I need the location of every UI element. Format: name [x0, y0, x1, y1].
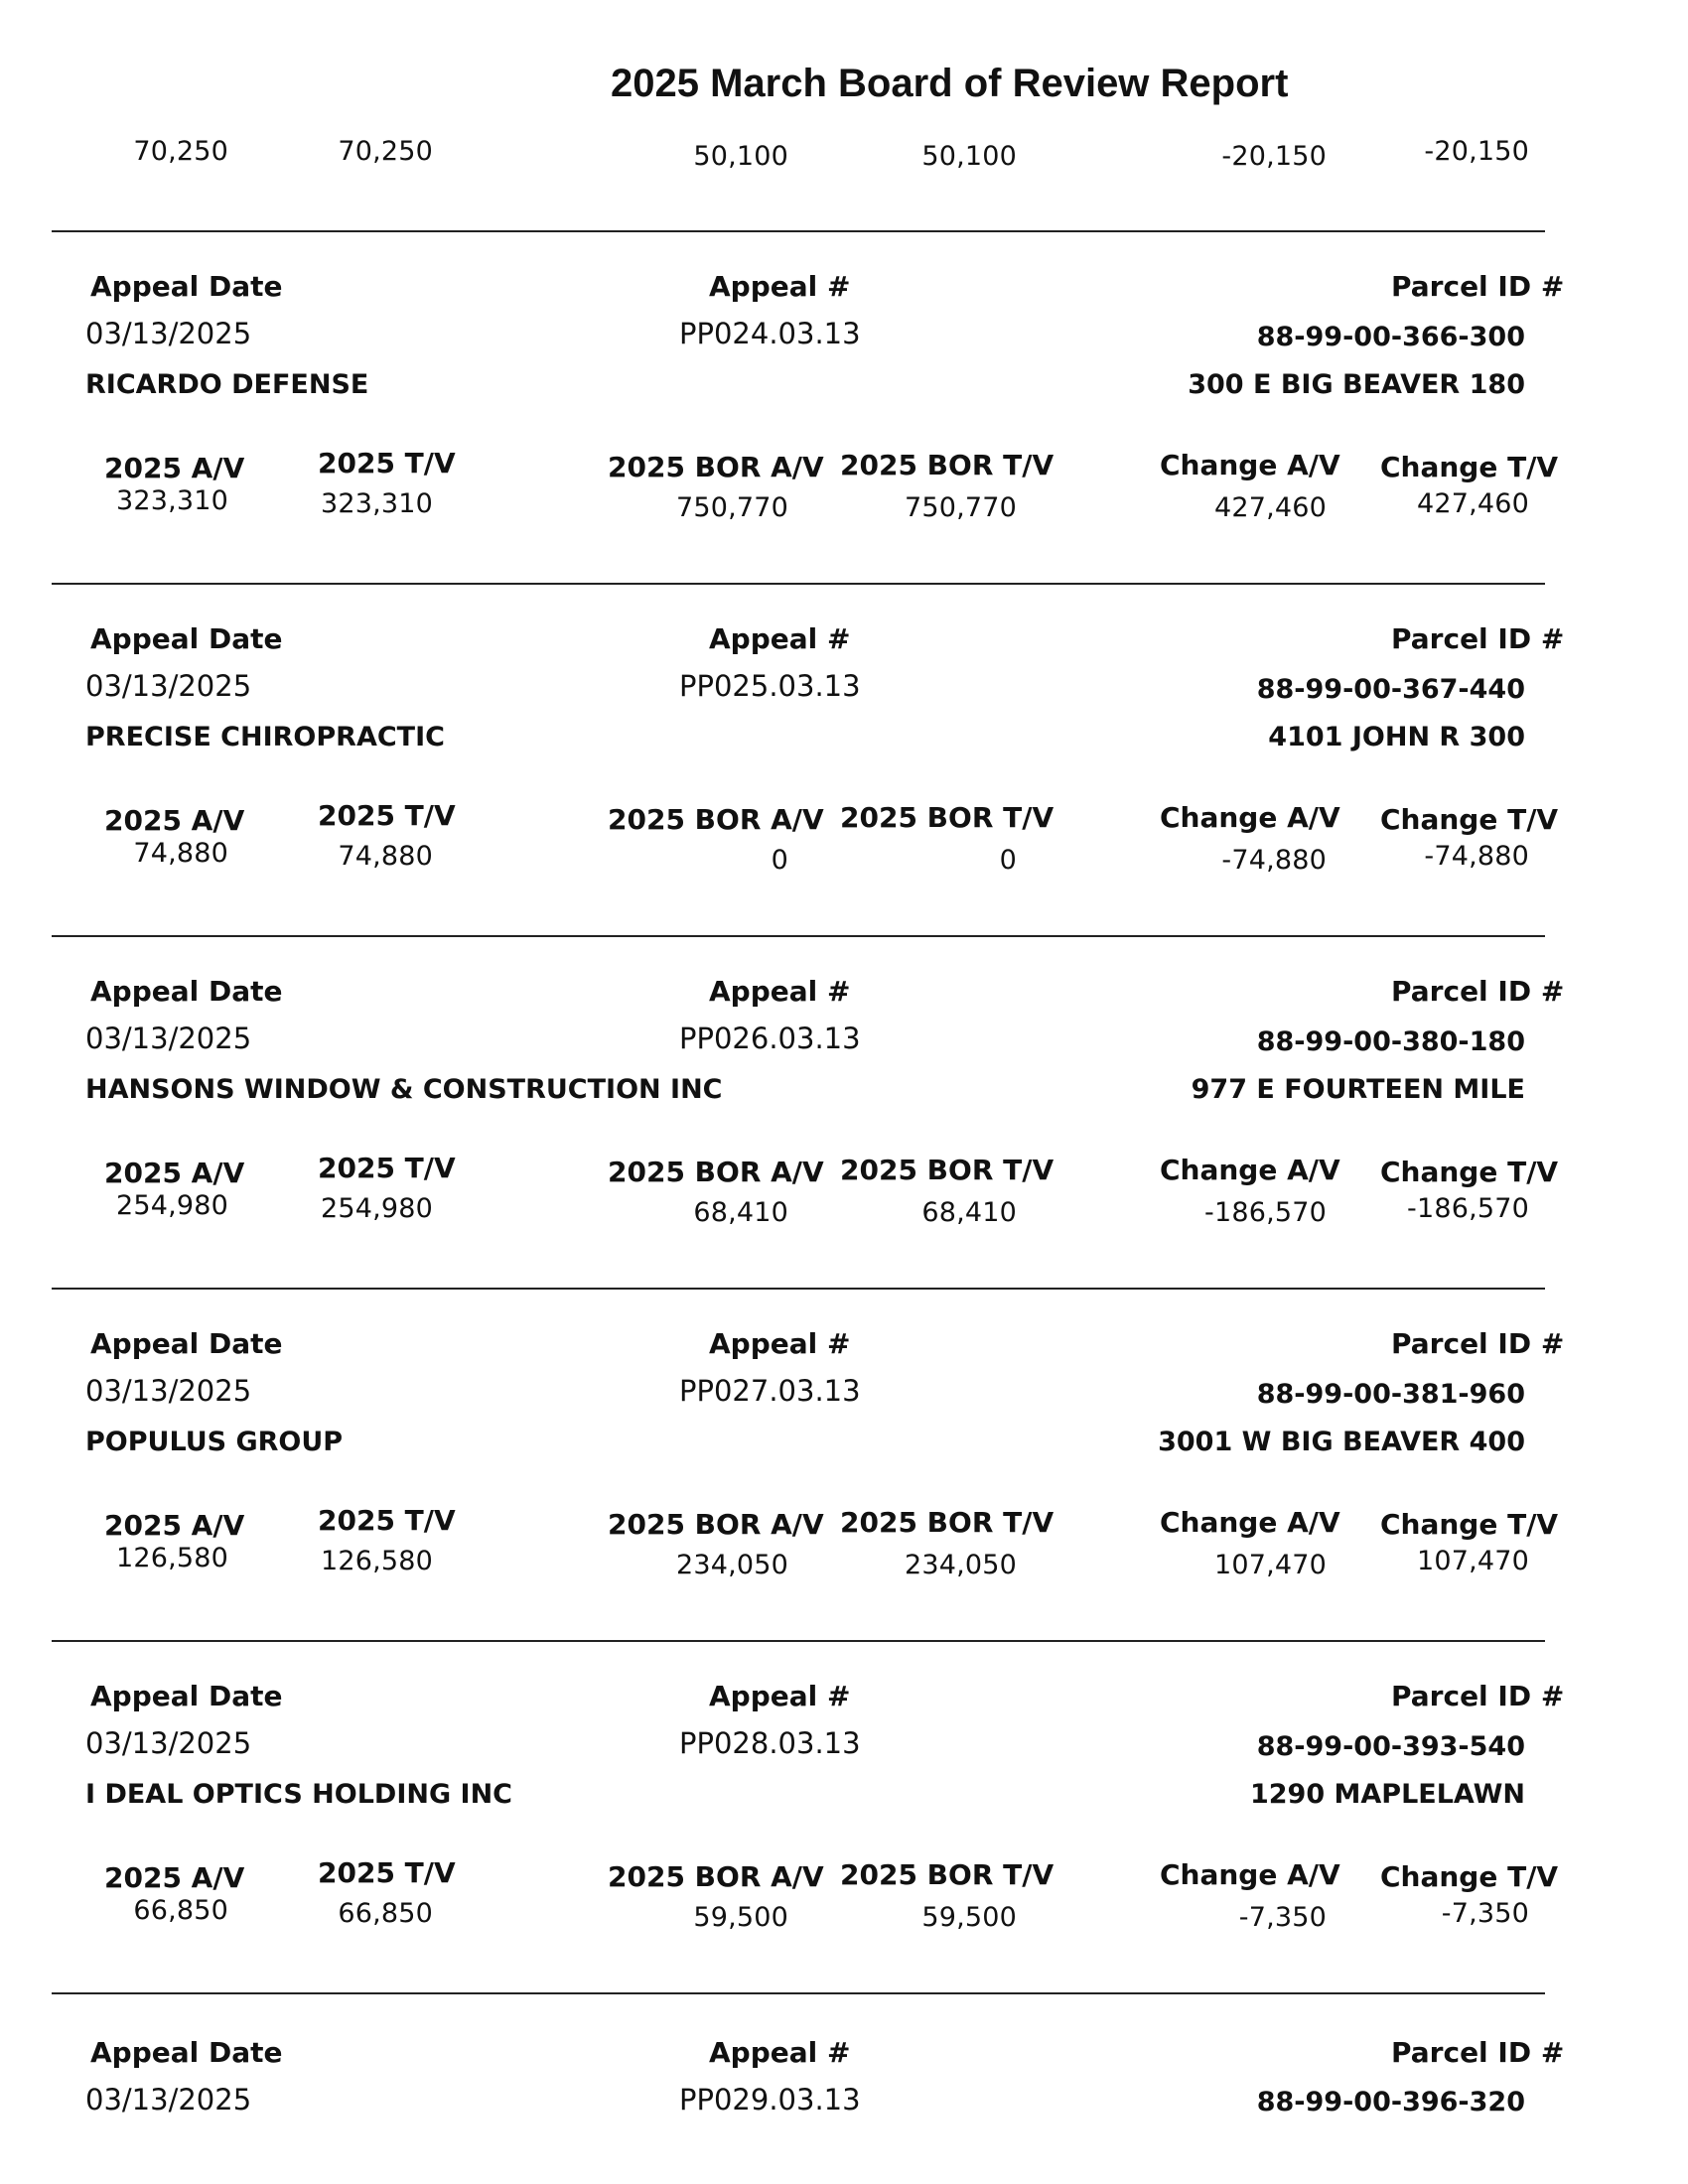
bor-av-value: 750,770: [675, 492, 788, 523]
change-av-label: Change A/V: [1160, 449, 1340, 481]
av-label: 2025 A/V: [104, 452, 245, 484]
tv-label: 2025 T/V: [318, 799, 456, 832]
top-tv: 70,250: [338, 136, 433, 167]
parcel-id-label: Parcel ID #: [1391, 1680, 1565, 1712]
bor-tv-label: 2025 BOR T/V: [840, 801, 1055, 834]
change-tv-label: Change T/V: [1380, 1860, 1559, 1893]
bor-av-value: 59,500: [693, 1902, 788, 1933]
report-title: 2025 March Board of Review Report: [611, 62, 1289, 105]
parcel-id-value: 88-99-00-367-440: [1256, 674, 1525, 705]
record-divider: [52, 1992, 1545, 1994]
parcel-id-label: Parcel ID #: [1391, 1327, 1565, 1360]
parcel-id-label: Parcel ID #: [1391, 2036, 1565, 2069]
tv-label: 2025 T/V: [318, 1856, 456, 1889]
property-address: 1290 MAPLELAWN: [1249, 1779, 1525, 1810]
property-address: 4101 JOHN R 300: [1268, 722, 1525, 752]
change-tv-value: -186,570: [1407, 1193, 1529, 1224]
top-bor-av: 50,100: [693, 141, 788, 172]
appeal-number-value: PP028.03.13: [679, 1726, 861, 1760]
bor-tv-label: 2025 BOR T/V: [840, 449, 1055, 481]
taxpayer-name: PRECISE CHIROPRACTIC: [85, 722, 445, 752]
change-av-value: -74,880: [1221, 845, 1327, 876]
av-label: 2025 A/V: [104, 1157, 245, 1189]
appeal-number-label: Appeal #: [709, 622, 851, 655]
bor-av-value: 234,050: [675, 1550, 788, 1580]
av-value: 254,980: [115, 1190, 228, 1221]
bor-av-label: 2025 BOR A/V: [608, 1508, 824, 1541]
top-change-av: -20,150: [1221, 141, 1327, 172]
record-divider: [52, 1640, 1545, 1642]
appeal-number-label: Appeal #: [709, 975, 851, 1008]
appeal-date-label: Appeal Date: [90, 1327, 283, 1360]
top-change-tv: -20,150: [1424, 136, 1529, 167]
taxpayer-name: HANSONS WINDOW & CONSTRUCTION INC: [85, 1074, 723, 1105]
av-value: 323,310: [115, 485, 228, 516]
change-av-label: Change A/V: [1160, 1506, 1340, 1539]
change-av-value: 107,470: [1213, 1550, 1327, 1580]
record-divider: [52, 583, 1545, 585]
change-av-label: Change A/V: [1160, 1154, 1340, 1186]
bor-tv-value: 59,500: [921, 1902, 1017, 1933]
av-value: 74,880: [133, 838, 228, 869]
appeal-date-value: 03/13/2025: [85, 317, 252, 350]
bor-tv-value: 68,410: [921, 1197, 1017, 1228]
av-value: 66,850: [133, 1895, 228, 1926]
taxpayer-name: POPULUS GROUP: [85, 1427, 344, 1457]
change-tv-value: 107,470: [1416, 1546, 1529, 1576]
change-av-value: 427,460: [1213, 492, 1327, 523]
parcel-id-value: 88-99-00-380-180: [1256, 1026, 1525, 1057]
change-av-value: -7,350: [1238, 1902, 1327, 1933]
record-divider: [52, 1288, 1545, 1290]
change-av-value: -186,570: [1204, 1197, 1327, 1228]
parcel-id-value: 88-99-00-366-300: [1256, 322, 1525, 352]
appeal-date-label: Appeal Date: [90, 975, 283, 1008]
bor-av-value: 68,410: [693, 1197, 788, 1228]
appeal-number-label: Appeal #: [709, 1680, 851, 1712]
appeal-number-value: PP026.03.13: [679, 1022, 861, 1055]
appeal-number-label: Appeal #: [709, 1327, 851, 1360]
bor-tv-value: 0: [999, 845, 1017, 876]
appeal-date-value: 03/13/2025: [85, 669, 252, 703]
appeal-date-label: Appeal Date: [90, 270, 283, 303]
change-tv-label: Change T/V: [1380, 803, 1559, 836]
property-address: 300 E BIG BEAVER 180: [1188, 369, 1525, 400]
bor-tv-label: 2025 BOR T/V: [840, 1506, 1055, 1539]
bor-av-label: 2025 BOR A/V: [608, 1156, 824, 1188]
tv-value: 66,850: [338, 1898, 433, 1929]
taxpayer-name: I DEAL OPTICS HOLDING INC: [85, 1779, 512, 1810]
tv-label: 2025 T/V: [318, 447, 456, 479]
bor-tv-value: 234,050: [904, 1550, 1017, 1580]
bor-tv-value: 750,770: [904, 492, 1017, 523]
appeal-date-value: 03/13/2025: [85, 1374, 252, 1408]
change-tv-value: -7,350: [1441, 1898, 1529, 1929]
av-label: 2025 A/V: [104, 1861, 245, 1894]
taxpayer-name: RICARDO DEFENSE: [85, 369, 369, 400]
appeal-number-value: PP025.03.13: [679, 669, 861, 703]
appeal-number-value: PP024.03.13: [679, 317, 861, 350]
tv-label: 2025 T/V: [318, 1504, 456, 1537]
tv-value: 323,310: [320, 488, 433, 519]
appeal-number-label: Appeal #: [709, 2036, 851, 2069]
bor-tv-label: 2025 BOR T/V: [840, 1154, 1055, 1186]
appeal-number-label: Appeal #: [709, 270, 851, 303]
av-label: 2025 A/V: [104, 804, 245, 837]
change-av-label: Change A/V: [1160, 1858, 1340, 1891]
appeal-date-value: 03/13/2025: [85, 1726, 252, 1760]
bor-av-label: 2025 BOR A/V: [608, 451, 824, 483]
appeal-date-value: 03/13/2025: [85, 1022, 252, 1055]
tv-value: 254,980: [320, 1193, 433, 1224]
appeal-date-value: 03/13/2025: [85, 2083, 252, 2116]
appeal-number-value: PP029.03.13: [679, 2083, 861, 2116]
parcel-id-value: 88-99-00-396-320: [1256, 2087, 1525, 2117]
appeal-date-label: Appeal Date: [90, 1680, 283, 1712]
av-label: 2025 A/V: [104, 1509, 245, 1542]
top-bor-tv: 50,100: [921, 141, 1017, 172]
appeal-date-label: Appeal Date: [90, 622, 283, 655]
parcel-id-value: 88-99-00-393-540: [1256, 1731, 1525, 1762]
appeal-number-value: PP027.03.13: [679, 1374, 861, 1408]
change-tv-label: Change T/V: [1380, 451, 1559, 483]
bor-tv-label: 2025 BOR T/V: [840, 1858, 1055, 1891]
tv-label: 2025 T/V: [318, 1152, 456, 1184]
record-divider: [52, 935, 1545, 937]
change-tv-value: -74,880: [1424, 841, 1529, 872]
bor-av-label: 2025 BOR A/V: [608, 803, 824, 836]
tv-value: 126,580: [320, 1546, 433, 1576]
parcel-id-value: 88-99-00-381-960: [1256, 1379, 1525, 1410]
top-av: 70,250: [133, 136, 228, 167]
change-av-label: Change A/V: [1160, 801, 1340, 834]
bor-av-value: 0: [771, 845, 788, 876]
appeal-date-label: Appeal Date: [90, 2036, 283, 2069]
property-address: 977 E FOURTEEN MILE: [1191, 1074, 1525, 1105]
bor-av-label: 2025 BOR A/V: [608, 1860, 824, 1893]
record-divider: [52, 230, 1545, 232]
property-address: 3001 W BIG BEAVER 400: [1158, 1427, 1525, 1457]
change-tv-value: 427,460: [1416, 488, 1529, 519]
parcel-id-label: Parcel ID #: [1391, 270, 1565, 303]
change-tv-label: Change T/V: [1380, 1508, 1559, 1541]
tv-value: 74,880: [338, 841, 433, 872]
change-tv-label: Change T/V: [1380, 1156, 1559, 1188]
parcel-id-label: Parcel ID #: [1391, 622, 1565, 655]
parcel-id-label: Parcel ID #: [1391, 975, 1565, 1008]
av-value: 126,580: [115, 1543, 228, 1573]
